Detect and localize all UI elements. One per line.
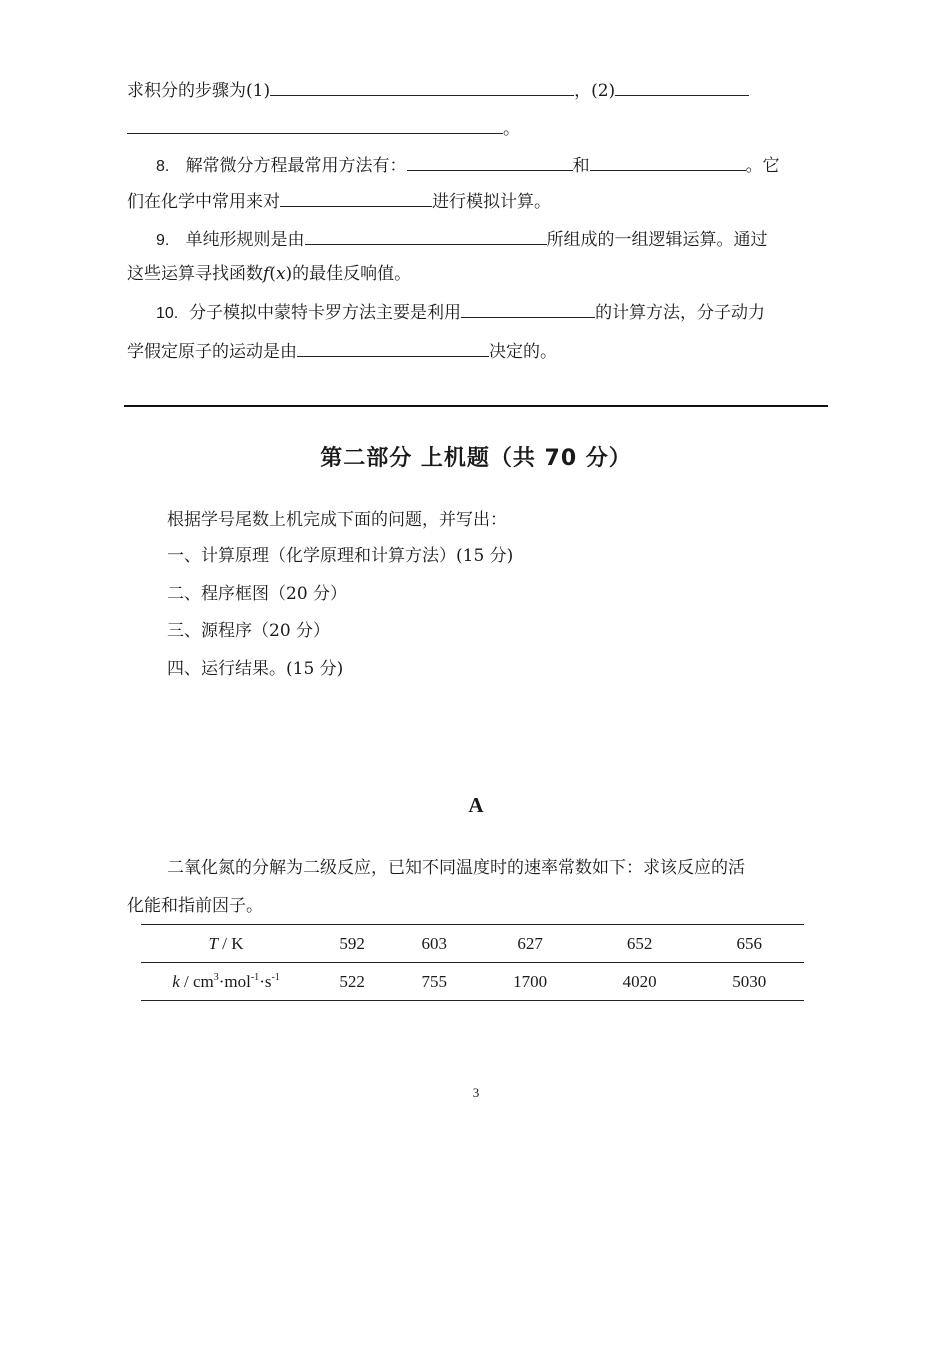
q10-prefix: 分子模拟中蒙特卡罗方法主要是利用 [189,303,462,323]
q8-line2-prefix: 们在化学中常用来对 [127,192,280,212]
page-number: 3 [472,1085,480,1100]
table-cell: 627 [475,925,585,963]
q10-line2-prefix: 学假定原子的运动是由 [127,342,297,362]
q10-line2-suffix: 决定的。 [489,342,557,362]
q10-blank-2[interactable] [297,339,489,357]
q7-end: 。 [503,119,520,139]
table-cell: 656 [694,925,804,963]
table-cell: 522 [311,963,393,1001]
q8-blank-2[interactable] [590,153,746,171]
section-divider [124,405,828,407]
part2-item-4: 四、运行结果。(15 分) [167,659,344,679]
q9-line1 [156,227,768,252]
q8-blank-3[interactable] [280,189,432,207]
part2-item-3: 三、源程序（20 分） [167,621,331,641]
q8-number: 8. [156,158,170,175]
part2-item-2: 二、程序框图（20 分） [167,584,348,604]
table-cell: 603 [393,925,475,963]
q8-line2-suffix: 进行模拟计算。 [432,192,551,212]
q10-blank-1[interactable] [461,300,595,318]
q8-suffix: 。它 [745,156,780,176]
q7-line1 [127,78,749,102]
table-cell: 5030 [694,963,804,1001]
q8-blank-1[interactable] [407,153,573,171]
table-cell: 1700 [475,963,585,1001]
q7-line2 [127,116,520,140]
problem-a-heading: A [468,793,484,817]
table-header-temperature: T / K [141,925,311,963]
problem-a-text-line1: 二氧化氮的分解为二级反应，已知不同温度时的速率常数如下：求该反应的活 [167,858,745,878]
q9-number: 9. [156,232,170,249]
table-cell: 4020 [585,963,695,1001]
q9-line2 [127,263,411,285]
q10-number: 10. [156,305,179,322]
table-header-rate-constant: $k / cm^3\cdot mol^{-1}\cdot s^{-1}$ [141,963,311,1001]
q7-blank-2b[interactable] [127,116,503,134]
part2-intro: 根据学号尾数上机完成下面的问题，并写出： [167,510,507,530]
q9-var-x: x [275,264,286,284]
table-cell: 755 [393,963,475,1001]
q8-line1 [156,153,780,178]
part2-item-1: 一、计算原理（化学原理和计算方法）(15 分) [167,546,514,566]
problem-a-text-line2: 化能和指前因子。 [127,896,263,916]
rate-constant-table [141,924,804,1001]
q7-blank-2a[interactable] [615,78,749,96]
q7-blank-1[interactable] [270,78,574,96]
q10-suffix: 的计算方法，分子动力 [595,303,766,323]
q9-prefix: 单纯形规则是由 [185,230,305,250]
q9-line2-a: 这些运算寻找函数 [127,264,263,284]
q7-prefix: 求积分的步骤为(1) [127,81,271,101]
q7-mid: ，(2) [574,81,616,101]
q10-line2 [127,339,557,363]
table-cell: 592 [311,925,393,963]
table-row-rate-constant [141,963,804,1001]
q9-line2-c: )的最佳反响值。 [285,264,412,284]
q9-blank[interactable] [305,227,547,245]
q8-and: 和 [572,156,590,176]
table-row-temperature [141,925,804,963]
q10-line1 [156,300,765,325]
q8-line2 [127,189,551,213]
q9-func-f: f [263,264,270,284]
q9-suffix: 所组成的一组逻辑运算。通过 [546,230,768,250]
q8-prefix: 解常微分方程最常用方法有： [185,156,407,176]
q9-paren: ( [269,264,276,284]
part2-title: 第二部分 上机题（共 70 分） [320,446,632,471]
table-cell: 652 [585,925,695,963]
